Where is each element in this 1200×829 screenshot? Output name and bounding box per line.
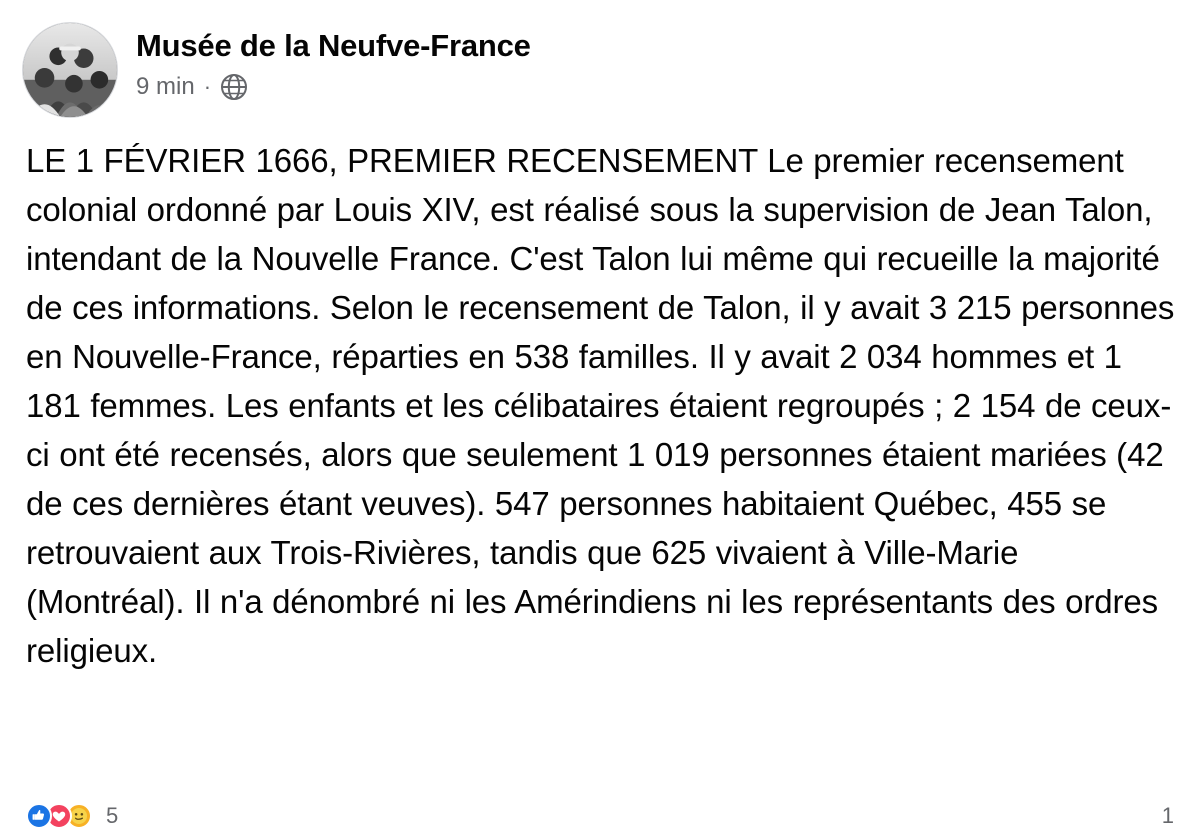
reaction-summary[interactable]	[26, 803, 118, 829]
post-header-text	[136, 22, 531, 101]
page-name[interactable]: Musée de la Neufve-France	[136, 28, 531, 63]
avatar[interactable]	[22, 22, 118, 118]
reaction-icons	[26, 803, 92, 829]
post-header	[0, 0, 1200, 118]
comment-count[interactable]: 1	[1161, 803, 1174, 828]
meta-separator: ·	[203, 73, 212, 99]
globe-icon[interactable]	[220, 73, 248, 101]
post-meta	[136, 73, 531, 101]
reaction-count[interactable]: 5	[106, 803, 119, 828]
post-timestamp[interactable]: 9 min	[136, 72, 195, 100]
post-body-text: LE 1 FÉVRIER 1666, PREMIER RECENSEMENT Le premier recensement colonial ordonné par Louis XIV, est réalisé sous la supervision de Jean Talon, intendant de la Nouvelle France. C'est Talon lui même qui recueille la majorité de ces informations. Selon le recensement de Talon, il y avait 3 215 personnes en Nouvelle-France, réparties en 538 familles. Il y avait 2 034 hommes et 1 181 femmes. Les enfants et les célibataires étaient regroupés ; 2 154 de ceux-ci ont été recensés, alors que seulement 1 019 personnes étaient mariées (42 de ces dernières étant veuves). 547 personnes habitaient Québec, 455 se retrouvaient aux Trois-Rivières, tandis que 625 vivaient à Ville-Marie (Montréal). Il n'a dénombré ni les Amérindiens ni les représentants des ordres religieux.	[26, 142, 1175, 669]
like-icon	[26, 803, 52, 829]
